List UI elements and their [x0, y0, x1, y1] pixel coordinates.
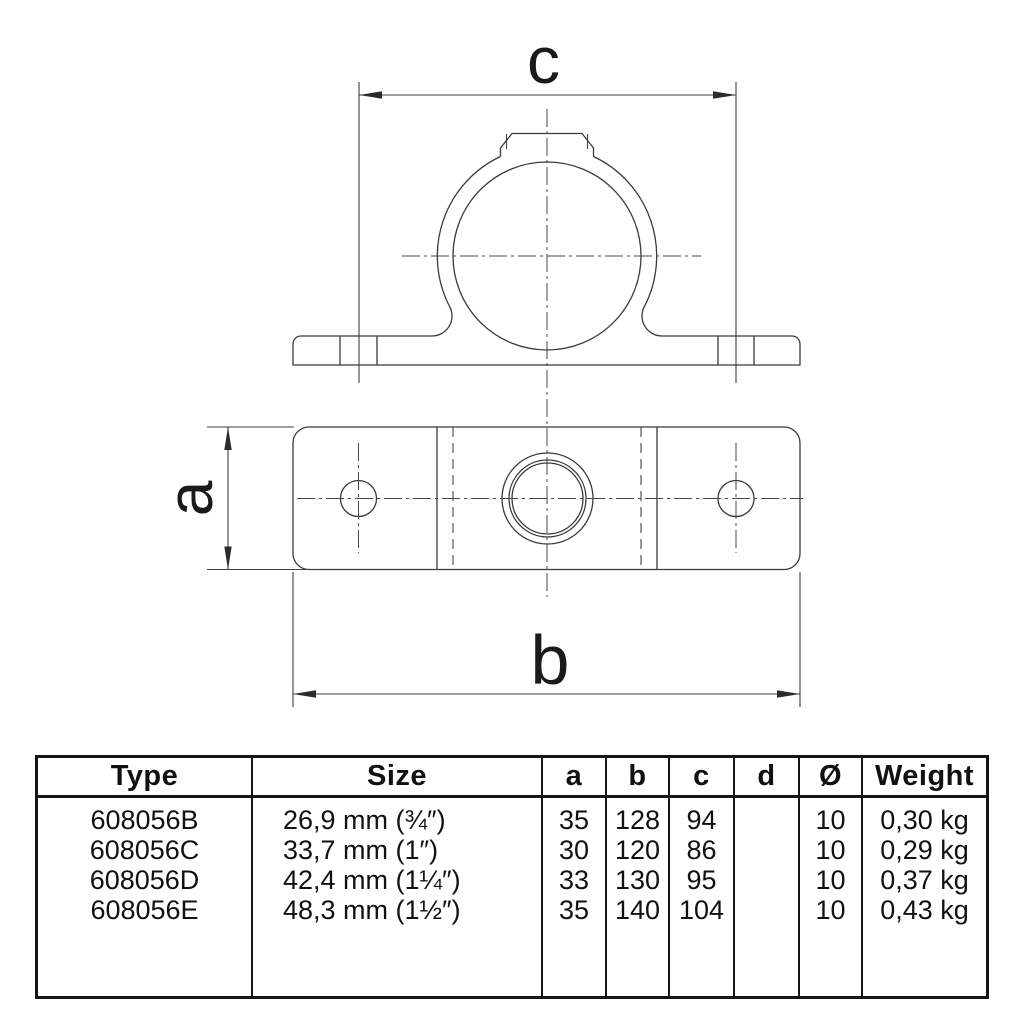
table-cell: 0,29 kg [880, 835, 969, 866]
right-fillet [642, 307, 662, 336]
column-d [735, 758, 800, 996]
table-cell [735, 806, 798, 836]
dim-a-label: a [154, 480, 226, 517]
table-cell: 94 [686, 805, 717, 836]
dim-b-label: b [530, 621, 570, 699]
table-cell: 10 [815, 805, 846, 836]
table-cell: 104 [678, 894, 725, 925]
table-cell [735, 895, 798, 925]
table-cell: 120 [614, 835, 661, 866]
dim-b-arrow-left [293, 690, 316, 697]
column-weight [863, 758, 986, 996]
spec-table [35, 755, 989, 999]
table-cell: 95 [686, 865, 717, 895]
table-cell: 140 [614, 894, 661, 925]
table-cell [735, 866, 798, 896]
dim-c-arrow-left [359, 91, 382, 98]
column-c [670, 758, 735, 996]
table-cell: 33,7 mm (1″) [283, 835, 439, 866]
column-a [543, 758, 607, 996]
table-cell: 608056D [89, 865, 200, 895]
column-c-cells [670, 798, 733, 925]
table-cell: 48,3 mm (1½″) [283, 894, 461, 925]
col-header-type: Type [38, 758, 251, 798]
dim-c-arrow-right [713, 91, 736, 98]
column-type-cells [38, 798, 251, 925]
table-cell [735, 836, 798, 866]
column-weight-cells [863, 798, 986, 925]
table-cell: 608056C [89, 835, 200, 866]
col-header-c: c [670, 758, 733, 798]
column-a-cells [543, 798, 605, 925]
table-cell: 86 [686, 835, 717, 866]
table-cell: 0,43 kg [880, 894, 969, 925]
dim-a-arrow-top [224, 427, 231, 450]
dim-c-label: c [527, 23, 560, 97]
col-header-a: a [543, 758, 605, 798]
table-cell: 0,30 kg [880, 805, 969, 836]
column-diameter [800, 758, 863, 996]
front-view [293, 23, 800, 597]
column-b-cells [607, 798, 668, 925]
table-cell: 130 [614, 865, 661, 895]
table-cell: 26,9 mm (¾″) [283, 805, 446, 836]
dimension-a [154, 427, 322, 570]
table-cell: 35 [558, 894, 590, 925]
outer-ring-arc-left [437, 157, 500, 307]
column-size-cells [253, 798, 541, 925]
dimension-b [293, 572, 800, 707]
table-cell: 10 [815, 894, 846, 925]
table-cell: 35 [558, 805, 590, 836]
column-size [253, 758, 543, 996]
column-b [607, 758, 670, 996]
outer-ring-arc-right [594, 157, 657, 307]
column-type [38, 758, 253, 996]
col-header-d: d [735, 758, 798, 798]
table-cell: 10 [815, 865, 846, 895]
table-cell: 608056B [90, 805, 199, 836]
table-cell: 30 [558, 835, 590, 866]
col-header-size: Size [253, 758, 541, 798]
col-header-weight: Weight [863, 758, 986, 798]
col-header-b: b [607, 758, 668, 798]
table-cell: 0,37 kg [880, 865, 969, 895]
col-header-diameter: Ø [800, 758, 861, 798]
dim-b-arrow-right [777, 690, 800, 697]
table-cell: 128 [614, 805, 661, 836]
table-cell: 608056E [90, 894, 199, 925]
table-cell: 33 [558, 865, 590, 895]
left-fillet [432, 307, 452, 336]
dim-a-arrow-bottom [224, 547, 231, 570]
plan-view [154, 427, 803, 707]
table-cell: 42,4 mm (1¼″) [283, 865, 461, 895]
table-cell: 10 [815, 835, 846, 866]
column-diameter-cells [800, 798, 861, 925]
column-d-cells [735, 798, 798, 925]
